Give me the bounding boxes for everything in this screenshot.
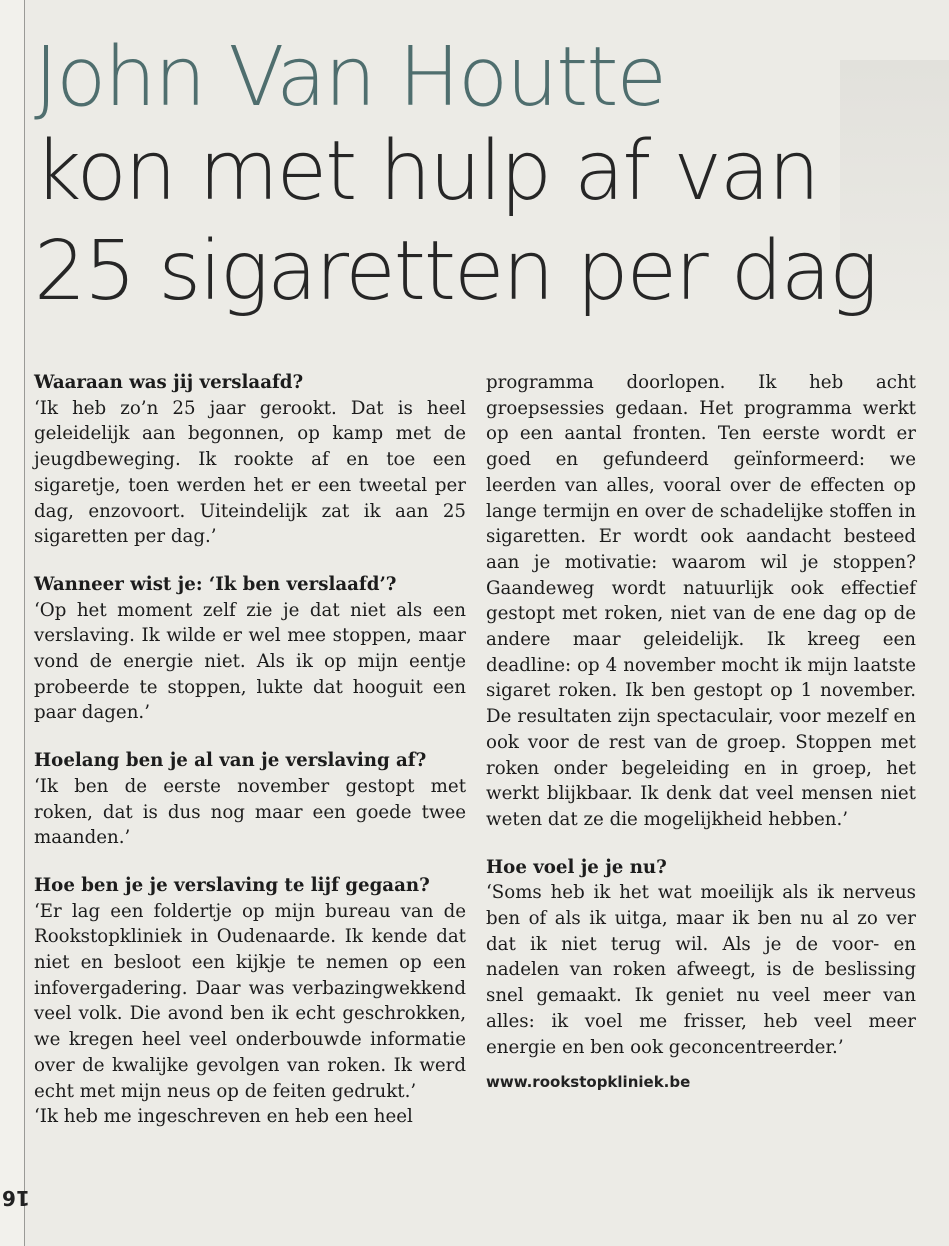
answer-4-continued: ‘Ik heb me ingeschreven en heb een heel bbox=[34, 1106, 413, 1128]
headline-line-2: kon met hulp af van bbox=[34, 124, 819, 219]
page-number: 16 bbox=[2, 1186, 30, 1210]
headline-line-3: 25 sigaretten per dag bbox=[34, 224, 877, 319]
question-3: Hoelang ben je al van je verslaving af? bbox=[34, 750, 427, 772]
answer-1: ‘Ik heb zo’n 25 jaar gerookt. Dat is heel geleidelijk aan begonnen, op kamp met de jeugdbeweging. Ik rookte af en toe een sigaretje, toen werden het er een tweetal per dag, enzovoort. Uiteindelijk zat ik aan 25 sigaretten per dag.’ bbox=[34, 397, 466, 548]
headline-name: John Van Houtte bbox=[34, 30, 665, 125]
answer-4: ‘Er lag een foldertje op mijn bureau van de Rookstopkliniek in Oudenaarde. Ik kende dat niet en besloot een kijkje te nemen op een infovergadering. Daar was verbazingwekkend veel volk. Die avond ben ik echt geschrokken, we kregen heel veel onderbouwde informatie over de kwalijke gevolgen van roken. Ik werd echt met mijn neus op de feiten gedrukt.’ bbox=[34, 900, 466, 1102]
question-2: Wanneer wist je: ‘Ik ben verslaafd’? bbox=[34, 573, 397, 595]
answer-4-continuation: programma doorlopen. Ik heb acht groepsessies gedaan. Het programma werkt op een aantal fronten. Ten eerste wordt er goed en gefundeerd geïnformeerd: we leerden van alles, vooral over de effecten op lange termijn en over de schadelijke stoffen in sigaretten. Er wordt ook aandacht besteed aan je motivatie: waarom wil je stoppen? Gaandeweg wordt natuurlijk ook effectief gestopt met roken, niet van de ene dag op de andere maar geleidelijk. Ik kreeg een deadline: op 4 november mocht ik mijn laatste sigaret roken. Ik ben gestopt op 1 november. De resultaten zijn spectaculair, voor mezelf en ook voor de rest van de groep. Stoppen met roken onder begeleiding en in groep, het werkt blijkbaar. Ik denk dat veel mensen niet weten dat ze die mogelijkheid hebben.’ bbox=[486, 372, 916, 830]
question-1: Waaraan was jij verslaafd? bbox=[34, 372, 304, 393]
question-4: Hoe ben je je verslaving te lijf gegaan? bbox=[34, 874, 430, 896]
question-5: Hoe voel je je nu? bbox=[486, 856, 667, 878]
answer-2: ‘Op het moment zelf zie je dat niet als een verslaving. Ik wilde er wel mee stoppen, maar vond de energie niet. Als ik op mijn eentje probeerde te stoppen, lukte dat hooguit een paar dagen.’ bbox=[34, 599, 466, 724]
answer-3: ‘Ik ben de eerste november gestopt met roken, dat is dus nog maar een goede twee maanden.’ bbox=[34, 775, 466, 849]
answer-5: ‘Soms heb ik het wat moeilijk als ik nerveus ben of als ik uitga, maar ik ben nu al zo ver dat ik niet terug wil. Als je de voor- en nadelen van roken afweegt, is de beslissing snel gemaakt. Ik geniet nu veel meer van alles: ik voel me frisser, heb veel meer energie en ben ook geconcentreerder.’ bbox=[486, 882, 916, 1058]
headline bbox=[34, 30, 914, 322]
website-url: www.rookstopkliniek.be bbox=[486, 1073, 691, 1092]
article-column-right bbox=[486, 370, 916, 1096]
article-column-left bbox=[34, 370, 466, 1130]
page-edge bbox=[0, 0, 25, 1246]
